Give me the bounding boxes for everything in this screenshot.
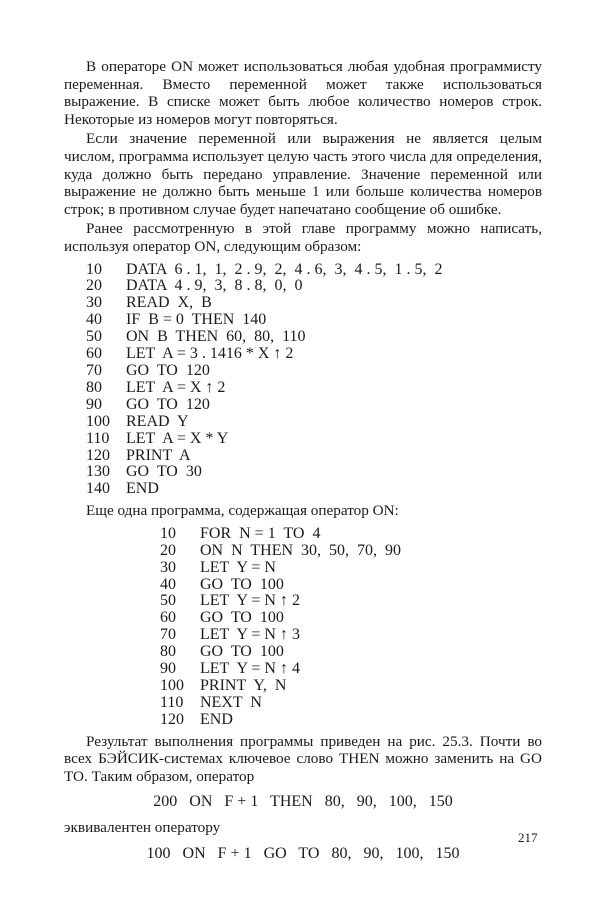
- line-number: 120: [86, 446, 110, 464]
- statement-then: 200 ON F + 1 THEN 80, 90, 100, 150: [153, 793, 453, 811]
- line-statement: DATA 6 . 1, 1, 2 . 9, 2, 4 . 6, 3, 4 . 5, 1 . 5, 2: [126, 260, 443, 278]
- line-number: 20: [86, 277, 102, 295]
- code-line: [160, 678, 542, 695]
- line-statement: LET A = 3 . 1416 * X ↑ 2: [126, 345, 294, 363]
- line-number: 60: [160, 609, 176, 627]
- line-statement: LET A = X ↑ 2: [126, 378, 226, 396]
- line-number: 50: [86, 328, 102, 346]
- line-number: 20: [160, 541, 176, 559]
- page-number: 217: [518, 830, 538, 845]
- paragraph-result: Результат выполнения программы приведен на рис. 25.3. Почти во всех БЭЙСИК-системах ключевое слово THEN можно заменить на GO TO. Таким образом, оператор: [64, 732, 542, 785]
- line-number: 140: [86, 480, 110, 498]
- code-line: [64, 481, 542, 498]
- paragraph-on-variable: В операторе ON может использоваться любая удобная программисту переменная. Вместо переменной может также использоваться выражение. В списке может быть любое количество номеров строк. Некоторые из номеров могут повторяться.: [64, 58, 542, 128]
- code-line: [64, 414, 542, 431]
- line-number: 70: [160, 626, 176, 644]
- line-statement: ON B THEN 60, 80, 110: [126, 328, 306, 346]
- line-statement: END: [126, 480, 159, 498]
- line-statement: NEXT N: [200, 693, 262, 711]
- line-statement: GO TO 100: [200, 575, 284, 593]
- line-number: 120: [160, 710, 184, 728]
- line-statement: LET Y = N ↑ 2: [200, 592, 300, 610]
- line-number: 100: [86, 412, 110, 430]
- line-statement: IF B = 0 THEN 140: [126, 311, 267, 329]
- program-listing-2: [160, 526, 542, 729]
- code-line: [160, 593, 542, 610]
- line-number: 80: [86, 378, 102, 396]
- line-statement: GO TO 100: [200, 609, 284, 627]
- code-line: [64, 448, 542, 465]
- line-statement: ON N THEN 30, 50, 70, 90: [200, 541, 402, 559]
- statement-goto: 100 ON F + 1 GO TO 80, 90, 100, 150: [146, 845, 460, 863]
- paragraph-rewrite-intro: Ранее рассмотренную в этой главе программу можно написать, используя оператор ON, следующим образом:: [64, 220, 542, 255]
- line-number: 60: [86, 345, 102, 363]
- code-line: [160, 695, 542, 712]
- line-number: 110: [160, 693, 184, 711]
- paragraph-another-program: Еще одна программа, содержащая оператор ON:: [86, 502, 399, 520]
- code-line: [160, 644, 542, 661]
- line-statement: PRINT A: [126, 446, 191, 464]
- line-number: 110: [86, 429, 110, 447]
- line-number: 40: [86, 311, 102, 329]
- code-line: [64, 295, 542, 312]
- line-number: 100: [160, 676, 184, 694]
- code-line: [160, 577, 542, 594]
- line-number: 30: [86, 294, 102, 312]
- program-listing-1: [64, 262, 542, 499]
- line-statement: LET A = X * Y: [126, 429, 229, 447]
- line-statement: GO TO 30: [126, 463, 202, 481]
- line-number: 90: [86, 395, 102, 413]
- code-line: [64, 363, 542, 380]
- code-line: [64, 431, 542, 448]
- code-line: [160, 526, 542, 543]
- code-line: [160, 712, 542, 729]
- line-statement: READ Y: [126, 412, 189, 430]
- line-statement: LET Y = N ↑ 4: [200, 660, 300, 678]
- line-number: 90: [160, 660, 176, 678]
- line-number: 40: [160, 575, 176, 593]
- paragraph-non-integer: Если значение переменной или выражения не является целым числом, программа использует целую часть этого числа для определения, куда должно быть передано управление. Значение переменной или выражение не должно быть меньше 1 или больше количества номеров строк; в противном случае будет напечатано сообщение об ошибке.: [64, 130, 542, 218]
- line-number: 130: [86, 463, 110, 481]
- line-statement: READ X, B: [126, 294, 212, 312]
- code-line: [160, 661, 542, 678]
- line-statement: LET Y = N ↑ 3: [200, 626, 300, 644]
- page-body: [64, 58, 542, 871]
- code-line: [64, 262, 542, 279]
- line-number: 80: [160, 643, 176, 661]
- code-line: [160, 543, 542, 560]
- line-number: 70: [86, 361, 102, 379]
- line-statement: GO TO 100: [200, 643, 284, 661]
- line-statement: GO TO 120: [126, 361, 210, 379]
- line-number: 10: [86, 260, 102, 278]
- code-line: [64, 380, 542, 397]
- code-line: [64, 346, 542, 363]
- code-line: [160, 560, 542, 577]
- equivalent-text: эквивалентен оператору: [64, 819, 221, 837]
- line-number: 10: [160, 524, 176, 542]
- line-statement: PRINT Y, N: [200, 676, 287, 694]
- code-line: [64, 329, 542, 346]
- line-number: 30: [160, 558, 176, 576]
- line-statement: LET Y = N: [200, 558, 276, 576]
- code-line: [160, 610, 542, 627]
- code-line: [64, 397, 542, 414]
- line-number: 50: [160, 592, 176, 610]
- line-statement: GO TO 120: [126, 395, 210, 413]
- code-line: [64, 312, 542, 329]
- code-line: [64, 278, 542, 295]
- line-statement: END: [200, 710, 233, 728]
- code-line: [64, 464, 542, 481]
- line-statement: DATA 4 . 9, 3, 8 . 8, 0, 0: [126, 277, 303, 295]
- code-line: [160, 627, 542, 644]
- line-statement: FOR N = 1 TO 4: [200, 524, 321, 542]
